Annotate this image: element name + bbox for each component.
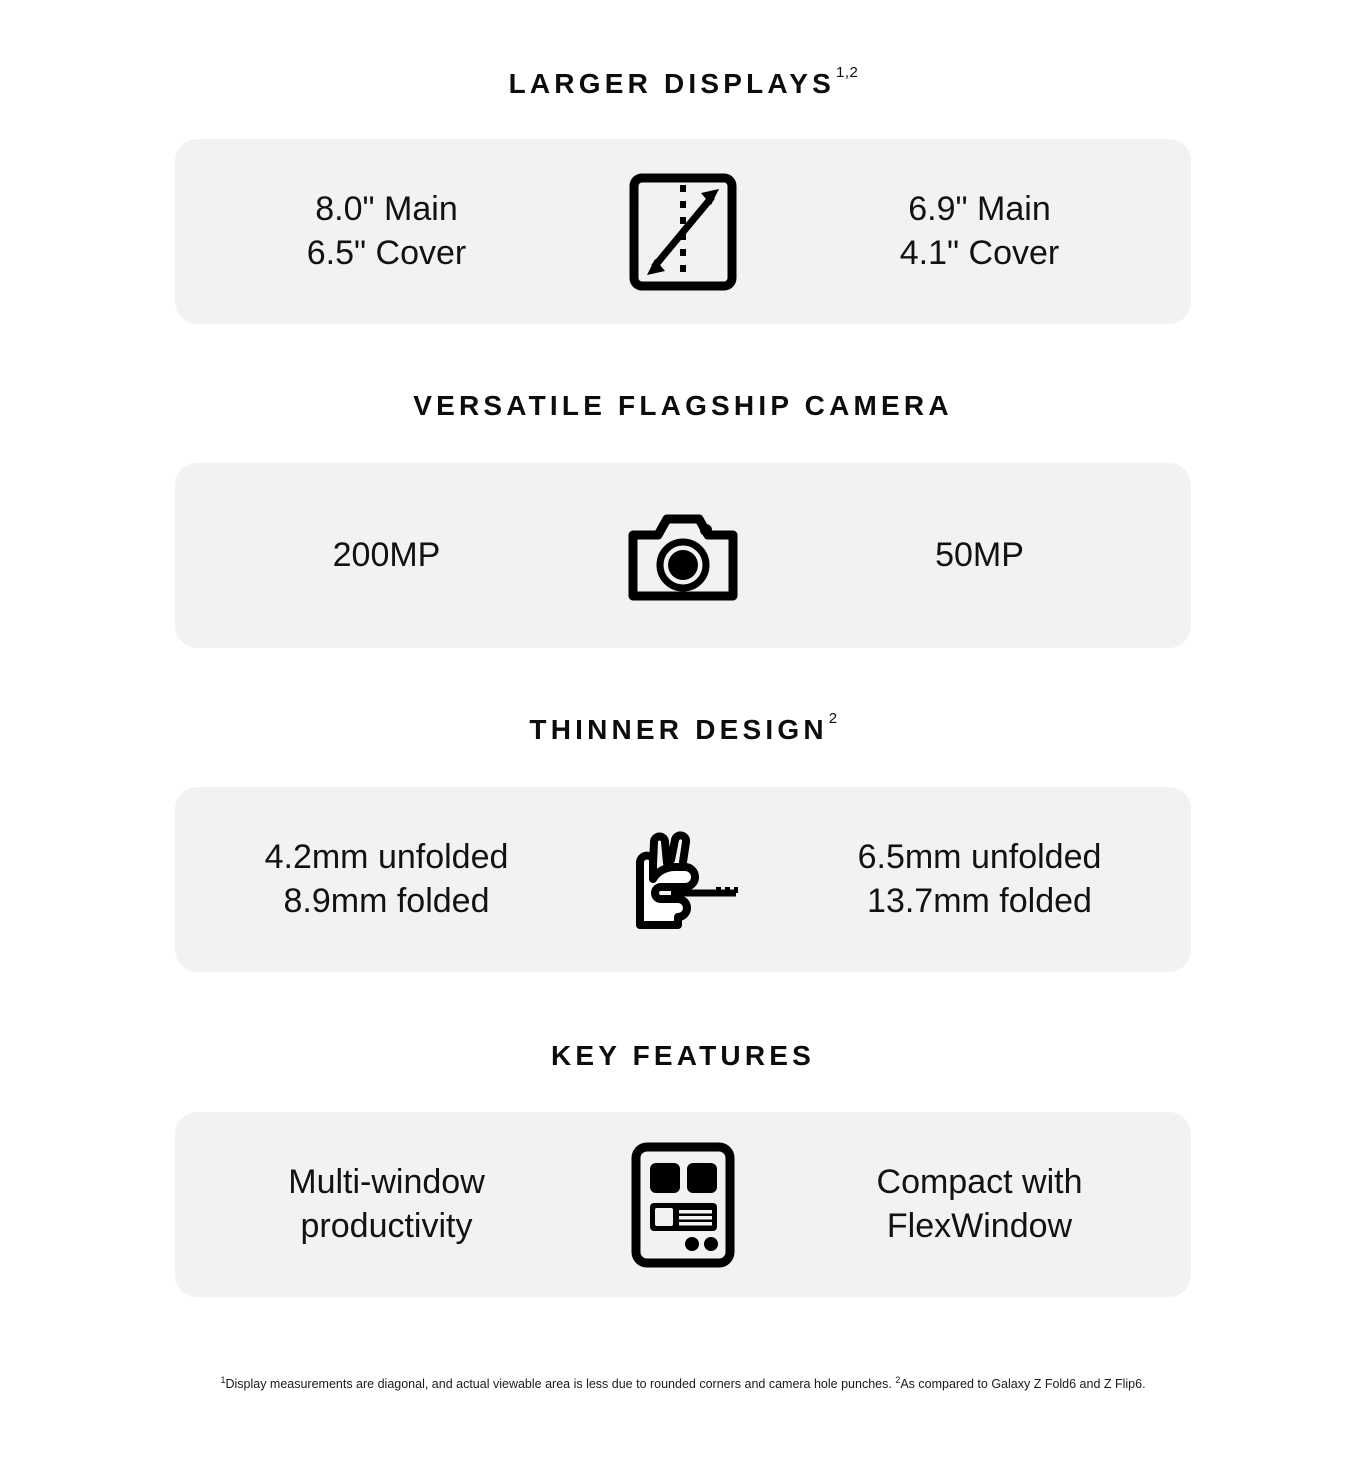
hand-holding-thin-device-icon <box>598 830 768 930</box>
value-line-2: productivity <box>300 1206 473 1245</box>
footnote-disclaimer <box>0 1374 1366 1394</box>
value-line-1: 4.2mm unfolded <box>264 837 509 876</box>
card-features-left-value <box>175 1161 598 1248</box>
section-heading-text: VERSATILE FLAGSHIP CAMERA <box>413 390 953 421</box>
footnote-text-2: As compared to Galaxy Z Fold6 and Z Flip6. <box>900 1377 1146 1392</box>
section-heading-key-features <box>0 1042 1366 1070</box>
section-heading-versatile-flagship-camera <box>0 392 1366 420</box>
card-thinner-design <box>175 787 1191 972</box>
foldable-display-diagonal-icon <box>598 171 768 293</box>
value-line-1: Compact with <box>876 1162 1083 1201</box>
section-heading-text: THINNER DESIGN <box>529 714 828 745</box>
value-line-1: 200MP <box>332 535 441 574</box>
card-larger-displays-right-value <box>768 188 1191 275</box>
footnote-marker-1: 1 <box>220 1375 226 1385</box>
section-heading-larger-displays <box>0 63 1366 99</box>
footnote-text-1: Display measurements are diagonal, and actual viewable area is less due to rounded corners and camera hole punches. <box>225 1377 896 1392</box>
multi-window-layout-icon <box>598 1141 768 1269</box>
value-line-1: Multi-window <box>288 1162 485 1201</box>
footnote-marker-2: 2 <box>895 1375 901 1385</box>
value-line-2: 13.7mm folded <box>867 881 1092 920</box>
value-line-2: FlexWindow <box>886 1206 1073 1245</box>
value-line-2: 6.5" Cover <box>306 233 467 272</box>
camera-icon <box>598 510 768 602</box>
value-line-1: 50MP <box>935 535 1024 574</box>
section-heading-footnote-marker: 2 <box>828 709 838 727</box>
value-line-1: 6.5mm unfolded <box>857 837 1102 876</box>
card-features-right-value <box>768 1161 1191 1248</box>
card-thinner-left-value <box>175 836 598 923</box>
section-heading-text: LARGER DISPLAYS <box>508 68 836 99</box>
card-key-features <box>175 1112 1191 1297</box>
card-larger-displays <box>175 139 1191 324</box>
value-line-1: 6.9" Main <box>908 189 1051 228</box>
section-heading-thinner-design <box>0 709 1366 745</box>
value-line-1: 8.0" Main <box>315 189 458 228</box>
value-line-2: 8.9mm folded <box>283 881 490 920</box>
value-line-2: 4.1" Cover <box>899 233 1060 272</box>
section-heading-text: KEY FEATURES <box>550 1040 816 1071</box>
section-heading-footnote-marker: 1,2 <box>836 63 859 81</box>
card-versatile-flagship-camera <box>175 463 1191 648</box>
card-thinner-right-value <box>768 836 1191 923</box>
card-camera-right-value <box>768 534 1191 578</box>
card-larger-displays-left-value <box>175 188 598 275</box>
card-camera-left-value <box>175 534 598 578</box>
